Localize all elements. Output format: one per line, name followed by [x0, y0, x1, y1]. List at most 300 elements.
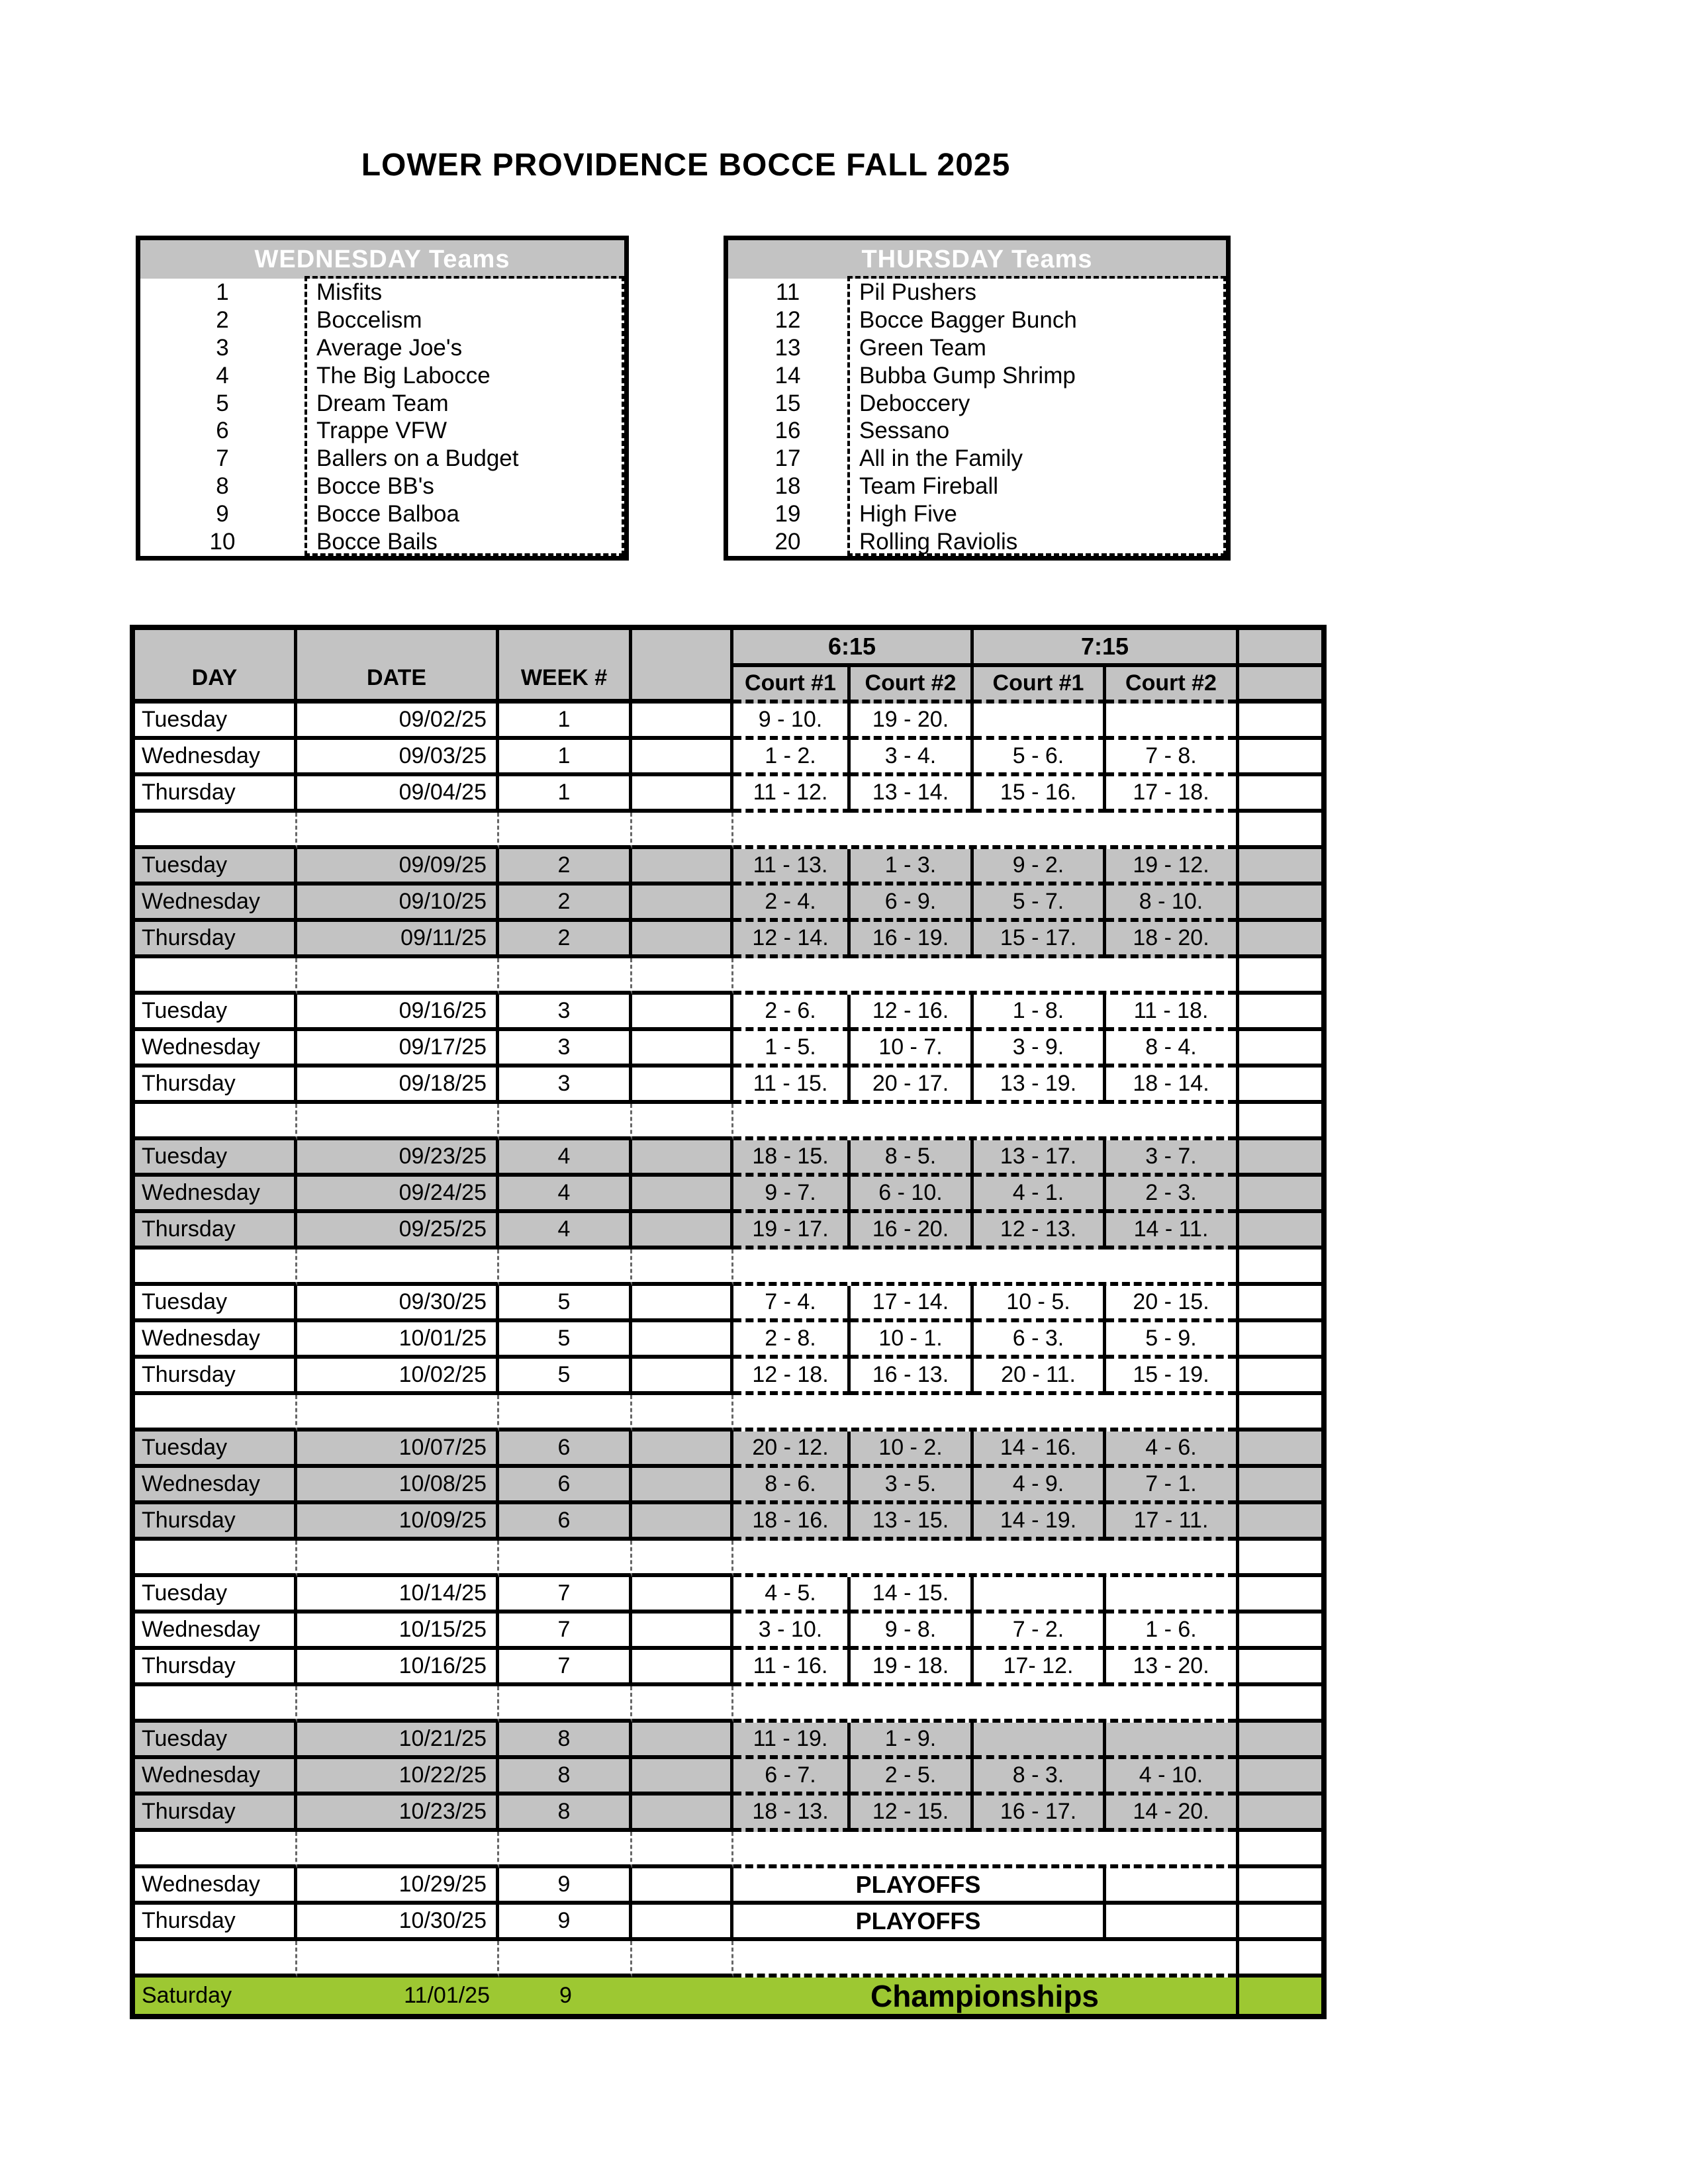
team-table-thursday: [724, 236, 1231, 561]
team-row: [140, 418, 624, 445]
cell-court-4: 17 - 11.: [1106, 1504, 1236, 1541]
team-name: Bocce Bagger Bunch: [859, 306, 1077, 333]
team-row: [140, 362, 624, 390]
team-row: [728, 334, 1226, 362]
cell-day: Thursday: [135, 1068, 297, 1104]
cell-last: [1236, 1213, 1321, 1250]
cell-week: [499, 1686, 632, 1723]
cell-court-1: 8 - 6.: [733, 1468, 851, 1504]
team-row: [140, 445, 624, 473]
cell-court-3: 9 - 2.: [974, 849, 1106, 886]
cell-week: 2: [499, 922, 632, 958]
match-row: [135, 1504, 1321, 1541]
cell-courts-span: [733, 1395, 1236, 1432]
wednesday-teams-body: [140, 279, 624, 556]
cell-last: [1236, 1796, 1321, 1832]
cell-last: [1236, 1541, 1321, 1577]
cell-gap: [632, 704, 733, 740]
team-number: 16: [774, 418, 801, 444]
championships-label: Championships: [733, 1978, 1236, 2014]
team-number: 1: [216, 279, 229, 305]
cell-week: 8: [499, 1723, 632, 1759]
team-number: 7: [216, 445, 229, 472]
cell-gap: [632, 776, 733, 813]
header-date: DATE: [297, 630, 499, 704]
cell-court-3: 12 - 13.: [974, 1213, 1106, 1250]
cell-court-4: 11 - 18.: [1106, 995, 1236, 1031]
cell-week: [499, 1395, 632, 1432]
cell-date: 11/01/25: [297, 1978, 499, 2014]
cell-gap: [632, 1723, 733, 1759]
cell-gap: [632, 1868, 733, 1905]
cell-court-2: 8 - 5.: [851, 1140, 974, 1177]
cell-court-3: 1 - 8.: [974, 995, 1106, 1031]
match-row: [135, 740, 1321, 776]
match-row: [135, 1177, 1321, 1213]
team-row: [140, 334, 624, 362]
cell-gap: [632, 1359, 733, 1395]
cell-week: 5: [499, 1359, 632, 1395]
cell-last: [1236, 995, 1321, 1031]
schedule-table: [130, 625, 1327, 2019]
team-row: [140, 473, 624, 500]
cell-day: [135, 1941, 297, 1978]
spacer-row: [135, 1104, 1321, 1140]
cell-court-4: 4 - 10.: [1106, 1759, 1236, 1796]
cell-week: 1: [499, 740, 632, 776]
cell-court-1: 11 - 12.: [733, 776, 851, 813]
team-row: [728, 279, 1226, 306]
cell-last: [1236, 776, 1321, 813]
cell-day: Tuesday: [135, 704, 297, 740]
cell-day: Wednesday: [135, 1031, 297, 1068]
cell-day: [135, 1395, 297, 1432]
cell-last: [1236, 1504, 1321, 1541]
cell-week: 8: [499, 1759, 632, 1796]
team-number: 15: [774, 390, 801, 416]
cell-gap: [632, 922, 733, 958]
cell-last: [1236, 1905, 1321, 1941]
team-name: Misfits: [316, 279, 383, 305]
cell-gap: [632, 1504, 733, 1541]
cell-court-4: 7 - 8.: [1106, 740, 1236, 776]
cell-day: Wednesday: [135, 740, 297, 776]
cell-court-4: 3 - 7.: [1106, 1140, 1236, 1177]
cell-day: [135, 958, 297, 995]
cell-court-1: 2 - 8.: [733, 1322, 851, 1359]
cell-court-2: 3 - 5.: [851, 1468, 974, 1504]
match-row: [135, 1286, 1321, 1322]
cell-court-1: 2 - 6.: [733, 995, 851, 1031]
cell-week: [499, 813, 632, 849]
cell-court-3: 8 - 3.: [974, 1759, 1106, 1796]
cell-courts-span: [733, 1104, 1236, 1140]
cell-gap: [632, 1468, 733, 1504]
cell-date: 10/15/25: [297, 1614, 499, 1650]
cell-day: Tuesday: [135, 1140, 297, 1177]
cell-date: 10/07/25: [297, 1432, 499, 1468]
match-row: [135, 1577, 1321, 1614]
cell-court-2: 17 - 14.: [851, 1286, 974, 1322]
cell-court-3: 4 - 1.: [974, 1177, 1106, 1213]
cell-court-2: 16 - 13.: [851, 1359, 974, 1395]
cell-court-1: 7 - 4.: [733, 1286, 851, 1322]
cell-gap: [632, 1250, 733, 1286]
cell-week: 4: [499, 1213, 632, 1250]
cell-date: 10/16/25: [297, 1650, 499, 1686]
cell-gap: [632, 1614, 733, 1650]
thursday-teams-body: [728, 279, 1226, 556]
cell-week: [499, 1941, 632, 1978]
team-row: [728, 306, 1226, 334]
cell-court-4: 18 - 14.: [1106, 1068, 1236, 1104]
cell-date: 10/22/25: [297, 1759, 499, 1796]
spacer-row: [135, 1941, 1321, 1978]
cell-court-4: 7 - 1.: [1106, 1468, 1236, 1504]
cell-court-4: [1106, 1577, 1236, 1614]
cell-gap: [632, 1686, 733, 1723]
cell-court-3: 5 - 6.: [974, 740, 1106, 776]
match-row: [135, 1796, 1321, 1832]
team-row: [140, 500, 624, 528]
cell-court-2: 12 - 16.: [851, 995, 974, 1031]
cell-date: 10/23/25: [297, 1796, 499, 1832]
team-number: 20: [774, 529, 801, 555]
cell-court-3: 10 - 5.: [974, 1286, 1106, 1322]
cell-court-3: 14 - 19.: [974, 1504, 1106, 1541]
cell-court-3: [974, 1723, 1106, 1759]
cell-last: [1236, 849, 1321, 886]
cell-gap: [632, 1322, 733, 1359]
team-number: 9: [216, 501, 229, 527]
cell-week: [499, 1250, 632, 1286]
cell-court-3: [974, 1577, 1106, 1614]
cell-date: 10/09/25: [297, 1504, 499, 1541]
cell-date: [297, 1250, 499, 1286]
cell-gap: [632, 1286, 733, 1322]
team-row: [728, 362, 1226, 390]
match-row: [135, 776, 1321, 813]
cell-date: [297, 958, 499, 995]
cell-week: 3: [499, 1031, 632, 1068]
team-name: The Big Labocce: [316, 362, 491, 388]
cell-week: 6: [499, 1432, 632, 1468]
cell-week: 6: [499, 1504, 632, 1541]
team-number: 6: [216, 418, 229, 444]
cell-gap: [632, 1832, 733, 1868]
cell-day: Wednesday: [135, 1614, 297, 1650]
cell-court-4: 13 - 20.: [1106, 1650, 1236, 1686]
header-court-4: Court #2: [1106, 667, 1236, 704]
cell-court-1: 1 - 5.: [733, 1031, 851, 1068]
team-name: High Five: [859, 501, 957, 527]
match-row: [135, 1322, 1321, 1359]
cell-court-1: 12 - 18.: [733, 1359, 851, 1395]
cell-week: 4: [499, 1177, 632, 1213]
cell-court-2: 1 - 9.: [851, 1723, 974, 1759]
cell-last: [1236, 704, 1321, 740]
header-court-1: Court #1: [733, 667, 851, 704]
cell-court-1: 6 - 7.: [733, 1759, 851, 1796]
playoffs-row: [135, 1868, 1321, 1905]
cell-last: [1236, 1140, 1321, 1177]
cell-gap: [632, 1577, 733, 1614]
cell-week: 3: [499, 995, 632, 1031]
cell-court-2: 3 - 4.: [851, 740, 974, 776]
cell-court-4: 5 - 9.: [1106, 1322, 1236, 1359]
cell-week: 1: [499, 776, 632, 813]
cell-last: [1236, 1759, 1321, 1796]
cell-week: [499, 1541, 632, 1577]
team-number: 4: [216, 362, 229, 388]
cell-date: 09/11/25: [297, 922, 499, 958]
cell-court-1: 18 - 13.: [733, 1796, 851, 1832]
cell-date: 09/18/25: [297, 1068, 499, 1104]
cell-day: [135, 1541, 297, 1577]
cell-gap: [632, 1395, 733, 1432]
cell-court-3: 13 - 19.: [974, 1068, 1106, 1104]
cell-court-2: 16 - 20.: [851, 1213, 974, 1250]
cell-date: 09/16/25: [297, 995, 499, 1031]
match-row: [135, 1359, 1321, 1395]
cell-last: [1236, 1031, 1321, 1068]
match-row: [135, 1068, 1321, 1104]
cell-last: [1236, 1832, 1321, 1868]
team-name: Sessano: [859, 418, 950, 444]
cell-gap: [632, 1432, 733, 1468]
cell-day: Thursday: [135, 922, 297, 958]
cell-last: [1236, 1177, 1321, 1213]
cell-week: 5: [499, 1286, 632, 1322]
cell-court-3: [974, 704, 1106, 740]
cell-court-2: 6 - 10.: [851, 1177, 974, 1213]
cell-court-2: 9 - 8.: [851, 1614, 974, 1650]
cell-date: 09/02/25: [297, 704, 499, 740]
cell-date: 10/02/25: [297, 1359, 499, 1395]
header-courts-stack: [733, 630, 1236, 704]
cell-court-4: [1106, 704, 1236, 740]
cell-last: [1236, 1868, 1321, 1905]
cell-court-4: 8 - 10.: [1106, 886, 1236, 922]
cell-court-2: 6 - 9.: [851, 886, 974, 922]
spacer-row: [135, 1395, 1321, 1432]
cell-court-1: 12 - 14.: [733, 922, 851, 958]
team-number: 5: [216, 390, 229, 416]
cell-court-1: 9 - 7.: [733, 1177, 851, 1213]
cell-courts-span: [733, 1541, 1236, 1577]
cell-week: 5: [499, 1322, 632, 1359]
cell-date: [297, 1686, 499, 1723]
cell-day: Thursday: [135, 1650, 297, 1686]
cell-last: [1236, 922, 1321, 958]
cell-gap: [632, 813, 733, 849]
cell-week: 2: [499, 849, 632, 886]
cell-court-1: 11 - 15.: [733, 1068, 851, 1104]
cell-day: Saturday: [135, 1978, 297, 2014]
cell-court-3: 14 - 16.: [974, 1432, 1106, 1468]
spacer-row: [135, 1250, 1321, 1286]
header-gap: [632, 630, 733, 704]
cell-court-4: 14 - 11.: [1106, 1213, 1236, 1250]
match-row: [135, 704, 1321, 740]
cell-week: 9: [499, 1868, 632, 1905]
cell-court-2: 10 - 2.: [851, 1432, 974, 1468]
header-last-column: [1236, 630, 1321, 704]
cell-court-2: 20 - 17.: [851, 1068, 974, 1104]
cell-court-4: 19 - 12.: [1106, 849, 1236, 886]
match-row: [135, 886, 1321, 922]
cell-last: [1236, 1614, 1321, 1650]
team-name: Dream Team: [316, 390, 449, 416]
cell-day: Wednesday: [135, 1468, 297, 1504]
cell-court-2: 13 - 15.: [851, 1504, 974, 1541]
cell-last: [1236, 1686, 1321, 1723]
cell-day: Tuesday: [135, 995, 297, 1031]
team-row: [140, 528, 624, 556]
cell-gap: [632, 1905, 733, 1941]
cell-gap: [632, 1140, 733, 1177]
team-name: Team Fireball: [859, 473, 999, 500]
cell-courts-span: [733, 813, 1236, 849]
cell-courts-span: [733, 1250, 1236, 1286]
team-number: 14: [774, 362, 801, 388]
team-number: 18: [774, 473, 801, 500]
cell-court-4: [1106, 1723, 1236, 1759]
team-number: 11: [775, 279, 800, 305]
cell-last: [1236, 1359, 1321, 1395]
cell-court-1: 20 - 12.: [733, 1432, 851, 1468]
cell-date: [297, 1395, 499, 1432]
header-court-3: Court #1: [974, 667, 1106, 704]
cell-last: [1236, 1104, 1321, 1140]
team-row: [728, 473, 1226, 500]
cell-date: [297, 1541, 499, 1577]
cell-gap: [632, 1213, 733, 1250]
cell-court-1: 11 - 19.: [733, 1723, 851, 1759]
cell-court-4: 14 - 20.: [1106, 1796, 1236, 1832]
cell-date: 09/30/25: [297, 1286, 499, 1322]
cell-last: [1236, 1432, 1321, 1468]
cell-gap: [632, 740, 733, 776]
cell-date: 10/30/25: [297, 1905, 499, 1941]
cell-court-3: 15 - 17.: [974, 922, 1106, 958]
cell-court-2: 13 - 14.: [851, 776, 974, 813]
cell-last: [1236, 958, 1321, 995]
match-row: [135, 1432, 1321, 1468]
cell-gap: [632, 1650, 733, 1686]
header-time-715: 7:15: [974, 630, 1236, 667]
cell-week: 1: [499, 704, 632, 740]
cell-courts-span: [733, 1941, 1236, 1978]
cell-court-2: 19 - 18.: [851, 1650, 974, 1686]
cell-date: 10/08/25: [297, 1468, 499, 1504]
cell-court-4: 15 - 19.: [1106, 1359, 1236, 1395]
cell-court-2: 19 - 20.: [851, 704, 974, 740]
cell-court-1: 18 - 15.: [733, 1140, 851, 1177]
cell-court-1: 3 - 10.: [733, 1614, 851, 1650]
cell-week: 7: [499, 1577, 632, 1614]
cell-week: 2: [499, 886, 632, 922]
championship-row: [135, 1978, 1321, 2014]
match-row: [135, 1213, 1321, 1250]
cell-court-1: 9 - 10.: [733, 704, 851, 740]
cell-week: [499, 1832, 632, 1868]
match-row: [135, 1650, 1321, 1686]
cell-last: [1236, 1250, 1321, 1286]
cell-court-1: 19 - 17.: [733, 1213, 851, 1250]
cell-date: 09/03/25: [297, 740, 499, 776]
cell-date: 09/25/25: [297, 1213, 499, 1250]
header-day: DAY: [135, 630, 297, 704]
cell-week: 3: [499, 1068, 632, 1104]
cell-court-2: 14 - 15.: [851, 1577, 974, 1614]
schedule-header: [135, 630, 1321, 704]
team-row: [728, 390, 1226, 418]
cell-court-1: 1 - 2.: [733, 740, 851, 776]
playoffs-label: PLAYOFFS: [733, 1868, 1106, 1905]
cell-date: 10/01/25: [297, 1322, 499, 1359]
cell-day: Thursday: [135, 1796, 297, 1832]
cell-date: 10/14/25: [297, 1577, 499, 1614]
cell-day: [135, 1686, 297, 1723]
cell-court-2: 12 - 15.: [851, 1796, 974, 1832]
cell-court-3: 4 - 9.: [974, 1468, 1106, 1504]
team-name: All in the Family: [859, 445, 1023, 472]
team-row: [140, 390, 624, 418]
cell-court-4: 2 - 3.: [1106, 1177, 1236, 1213]
team-row: [728, 500, 1226, 528]
cell-last: [1236, 1395, 1321, 1432]
wednesday-teams-header: WEDNESDAY Teams: [140, 240, 624, 279]
cell-court-4: 8 - 4.: [1106, 1031, 1236, 1068]
cell-day: Thursday: [135, 1213, 297, 1250]
cell-gap: [632, 1941, 733, 1978]
spacer-row: [135, 1686, 1321, 1723]
cell-day: [135, 1250, 297, 1286]
match-row: [135, 922, 1321, 958]
cell-date: 10/29/25: [297, 1868, 499, 1905]
team-name: Average Joe's: [316, 334, 463, 361]
cell-court-3: 17- 12.: [974, 1650, 1106, 1686]
cell-court-3: 15 - 16.: [974, 776, 1106, 813]
cell-date: [297, 1941, 499, 1978]
cell-day: [135, 1104, 297, 1140]
cell-gap: [632, 1759, 733, 1796]
cell-date: 09/24/25: [297, 1177, 499, 1213]
cell-gap: [632, 958, 733, 995]
cell-day: Tuesday: [135, 1432, 297, 1468]
header-time-615: 6:15: [733, 630, 974, 667]
cell-court-1: 11 - 16.: [733, 1650, 851, 1686]
cell-day: Thursday: [135, 1905, 297, 1941]
match-row: [135, 1723, 1321, 1759]
cell-day: Tuesday: [135, 849, 297, 886]
cell-court-4: [1106, 1905, 1236, 1941]
team-number: 8: [216, 473, 229, 500]
cell-court-3: 16 - 17.: [974, 1796, 1106, 1832]
cell-courts-span: [733, 1686, 1236, 1723]
team-number: 10: [209, 529, 236, 555]
cell-last: [1236, 1068, 1321, 1104]
cell-day: Thursday: [135, 1504, 297, 1541]
cell-courts-span: [733, 1832, 1236, 1868]
cell-court-1: 11 - 13.: [733, 849, 851, 886]
match-row: [135, 1031, 1321, 1068]
team-name: Ballers on a Budget: [316, 445, 519, 472]
cell-last: [1236, 1286, 1321, 1322]
thursday-teams-header: THURSDAY Teams: [728, 240, 1226, 279]
match-row: [135, 1468, 1321, 1504]
